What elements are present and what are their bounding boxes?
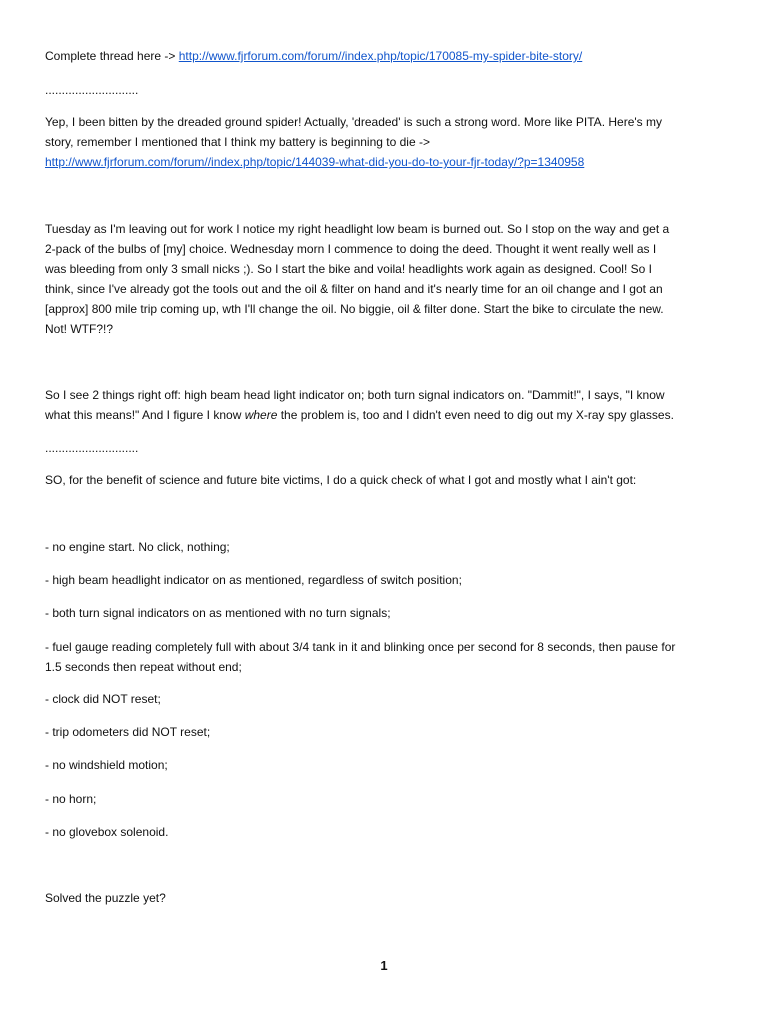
- checklist-item: - both turn signal indicators on as mentioned with no turn signals;: [45, 606, 391, 620]
- closing-question: Solved the puzzle yet?: [45, 891, 166, 905]
- checklist-item: - high beam headlight indicator on as mentioned, regardless of switch position;: [45, 573, 462, 587]
- checklist-line: - fuel gauge reading completely full with about 3/4 tank in it and blinking once per second for 8 seconds, then pause for: [45, 640, 676, 654]
- checklist-item: - clock did NOT reset;: [45, 692, 161, 706]
- checklist-item: - no windshield motion;: [45, 758, 168, 772]
- checklist-item: - no engine start. No click, nothing;: [45, 540, 230, 554]
- paragraph-two-things: [45, 385, 727, 425]
- divider-1: ............................: [45, 83, 139, 97]
- paragraph-line: was bleeding from only 3 small nicks ;). So I start the bike and voila! headlights work again as designed. Cool! So I: [45, 262, 652, 276]
- text-run: what this means!" And I figure I know: [45, 408, 245, 422]
- intro-line: [45, 46, 727, 66]
- paragraph-line: So I see 2 things right off: high beam head light indicator on; both turn signal indicators on. "Dammit!", I says, "I know: [45, 388, 665, 402]
- paragraph-bitten: [45, 112, 727, 172]
- checklist-item: - no horn;: [45, 792, 97, 806]
- checklist-item: - no glovebox solenoid.: [45, 825, 169, 839]
- divider-2: ............................: [45, 441, 139, 455]
- paragraph-line: Yep, I been bitten by the dreaded ground spider! Actually, 'dreaded' is such a strong word. More like PITA. Here's my: [45, 115, 662, 129]
- paragraph-science: SO, for the benefit of science and future bite victims, I do a quick check of what I got and mostly what I ain't got:: [45, 473, 637, 487]
- paragraph-line: Not! WTF?!?: [45, 322, 114, 336]
- emphasis-where: where: [244, 408, 278, 422]
- checklist-item: [45, 637, 727, 677]
- text-run: the problem is, too and I didn't even need to dig out my X-ray spy glasses.: [277, 408, 674, 422]
- paragraph-line: 2-pack of the bulbs of [my] choice. Wednesday morn I commence to doing the deed. Thought it went really well as I: [45, 242, 657, 256]
- battery-thread-link[interactable]: http://www.fjrforum.com/forum//index.php/topic/144039-what-did-you-do-to-your-fjr-today/?p=1340958: [45, 155, 585, 169]
- paragraph-tuesday: [45, 219, 727, 339]
- paragraph-line: think, since I've already got the tools out and the oil & filter on hand and it's nearly time for an oil change and I got an: [45, 282, 663, 296]
- page-number: 1: [380, 958, 388, 973]
- paragraph-line: story, remember I mentioned that I think my battery is beginning to die ->: [45, 135, 430, 149]
- paragraph-line: Tuesday as I'm leaving out for work I notice my right headlight low beam is burned out. So I stop on the way and get a: [45, 222, 670, 236]
- thread-link[interactable]: http://www.fjrforum.com/forum//index.php/topic/170085-my-spider-bite-story/: [178, 49, 583, 63]
- intro-prefix: Complete thread here ->: [45, 49, 179, 63]
- paragraph-line: [45, 405, 727, 425]
- checklist-line: 1.5 seconds then repeat without end;: [45, 660, 242, 674]
- paragraph-line: [approx] 800 mile trip coming up, wth I'll change the oil. No biggie, oil & filter done. Start the bike to circulate the new.: [45, 302, 664, 316]
- checklist-item: - trip odometers did NOT reset;: [45, 725, 211, 739]
